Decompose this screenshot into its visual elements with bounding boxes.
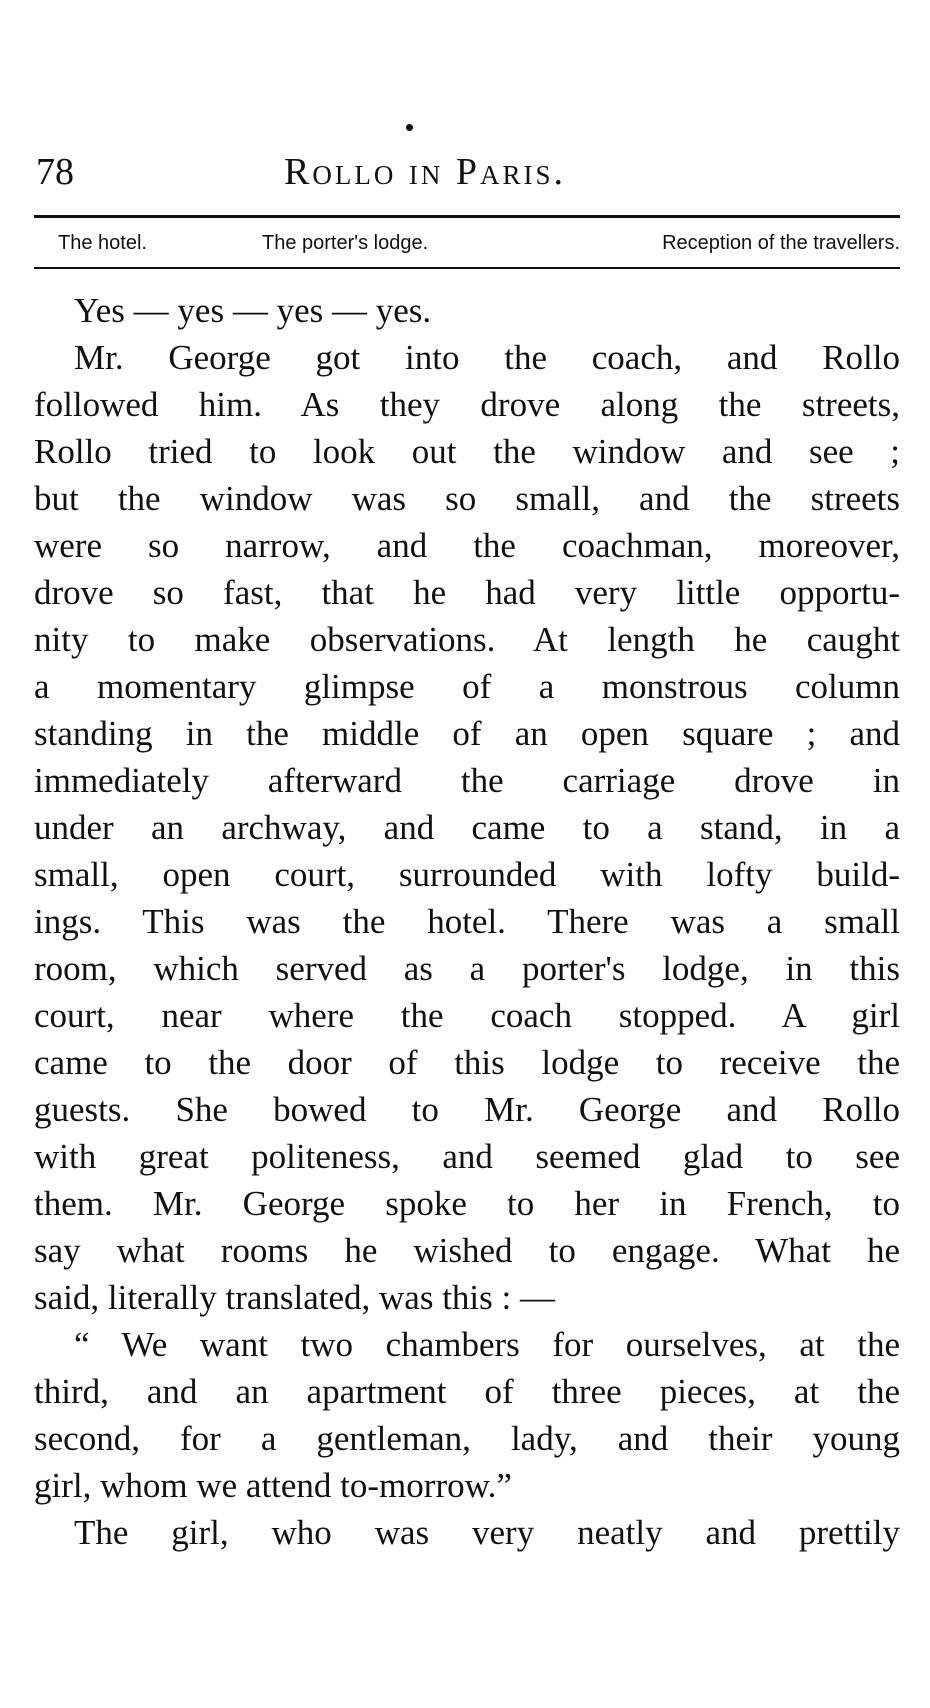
text-line: were so narrow, and the coachman, moreover, [34,526,900,565]
text-line: Mr. George got into the coach, and Rollo [74,338,900,377]
text-line: third, and an apartment of three pieces, at the [34,1372,900,1411]
text-line: girl, whom we attend to-morrow.” [34,1466,512,1505]
header-rule-top [34,215,900,218]
text-line: The girl, who was very neatly and prettily [74,1513,900,1552]
topic-headings [34,224,900,262]
body-text [34,287,900,1556]
text-line: a momentary glimpse of a monstrous column [34,667,900,706]
printer-dot [406,124,413,131]
running-title: Rollo in Paris. [284,151,566,193]
text-line: with great politeness, and seemed glad to see [34,1137,900,1176]
text-line: under an archway, and came to a stand, in a [34,808,900,847]
text-line: immediately afterward the carriage drove in [34,761,900,800]
text-line: room, which served as a porter's lodge, in this [34,949,900,988]
topic-hotel: The hotel. [58,232,147,254]
page-header [34,148,900,198]
text-line: ings. This was the hotel. There was a small [34,902,900,941]
text-line: followed him. As they drove along the streets, [34,385,900,424]
text-line: standing in the middle of an open square ; and [34,714,900,753]
text-line: small, open court, surrounded with lofty build- [34,855,900,894]
text-line: Yes — yes — yes — yes. [74,291,432,330]
text-line: drove so fast, that he had very little opportu- [34,573,900,612]
text-line: came to the door of this lodge to receive the [34,1043,900,1082]
text-line: nity to make observations. At length he caught [34,620,900,659]
topic-porters-lodge: The porter's lodge. [262,232,429,254]
text-line: say what rooms he wished to engage. What he [34,1231,900,1270]
text-line: “ We want two chambers for ourselves, at the [74,1325,900,1364]
text-line: Rollo tried to look out the window and see ; [34,432,900,471]
text-line: them. Mr. George spoke to her in French, to [34,1184,900,1223]
text-line: but the window was so small, and the streets [34,479,900,518]
text-line: said, literally translated, was this : — [34,1278,556,1317]
text-line: second, for a gentleman, lady, and their young [34,1419,900,1458]
header-rule-bottom [34,267,900,269]
topic-reception: Reception of the travellers. [662,232,900,254]
text-line: guests. She bowed to Mr. George and Rollo [34,1090,900,1129]
page-number: 78 [36,151,74,193]
text-line: court, near where the coach stopped. A girl [34,996,900,1035]
